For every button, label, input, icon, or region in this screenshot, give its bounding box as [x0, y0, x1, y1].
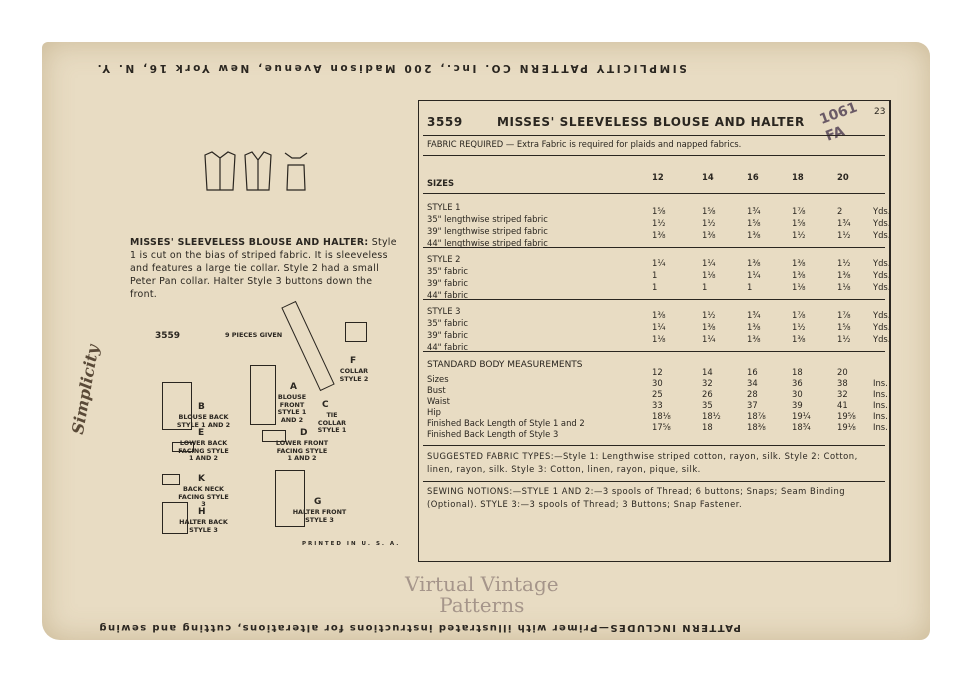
pattern-piece-shape — [162, 474, 180, 485]
size-header: 12 — [652, 172, 664, 182]
measurement-value: 18¾ — [792, 422, 811, 432]
divider — [423, 481, 885, 482]
unit: Yds. — [873, 322, 891, 332]
description-text: Style 1 is cut on the bias of striped fabric. It is sleeveless and features a large tie collar. Style 2 had a small Peter Pan collar. Halter Style 3 buttons down the front. — [130, 237, 397, 300]
description-heading: MISSES' SLEEVELESS BLOUSE AND HALTER: — [130, 237, 369, 248]
chart-number: 3559 — [427, 115, 463, 129]
yardage: 1⅜ — [792, 334, 806, 344]
piece-label: TIE COLLAR STYLE 1 — [317, 411, 347, 434]
yardage: 1½ — [702, 218, 716, 228]
measurement-value: 14 — [702, 367, 713, 377]
measurement-label: Waist — [427, 396, 450, 406]
yardage: 1⅜ — [747, 334, 761, 344]
yardage: 1 — [652, 270, 658, 280]
divider — [423, 247, 885, 248]
piece-label: COLLAR STYLE 2 — [339, 367, 369, 383]
yardage: 1⅜ — [747, 258, 761, 268]
yardage: 1½ — [792, 230, 806, 240]
unit: Yds. — [873, 270, 891, 280]
yardage: 1⅜ — [652, 230, 666, 240]
yardage: 1 — [702, 282, 708, 292]
yardage: 2 — [837, 206, 843, 216]
piece-letter: F — [350, 356, 357, 366]
yardage: 1⅛ — [792, 282, 806, 292]
fabric-required-note: FABRIC REQUIRED — Extra Fabric is required for plaids and napped fabrics. — [427, 139, 742, 149]
piece-letter: C — [322, 400, 329, 410]
measurement-value: 12 — [652, 367, 663, 377]
measurement-value: 20 — [837, 367, 848, 377]
sewing-notions: SEWING NOTIONS:—STYLE 1 AND 2:—3 spools of Thread; 6 buttons; Snaps; Seam Binding (Optional). STYLE 3:—3 spools of Thread; 3 Buttons; Snap Fastener. — [427, 486, 846, 509]
piece-letter: A — [290, 382, 297, 392]
fabric-label: 44" fabric — [427, 342, 468, 352]
measurement-value: 18 — [792, 367, 803, 377]
yardage: 1½ — [837, 258, 851, 268]
pattern-includes-note: PATTERN INCLUDES—Primer with illustrated instructions for alterations, cutting and sewing — [98, 622, 741, 633]
pattern-piece-shape — [162, 382, 192, 430]
yardage: 1¼ — [702, 334, 716, 344]
piece-letter: G — [314, 497, 322, 507]
measurement-value: 32 — [837, 389, 848, 399]
yardage: 1 — [747, 282, 753, 292]
yardage: 1⅜ — [702, 322, 716, 332]
measurement-value: 28 — [747, 389, 758, 399]
yardage: 1¾ — [747, 310, 761, 320]
yardage: 1⅞ — [792, 206, 806, 216]
measurement-value: 30 — [652, 378, 663, 388]
measurement-label: Sizes — [427, 374, 449, 384]
piece-letter: D — [300, 428, 308, 438]
measurement-value: 36 — [792, 378, 803, 388]
measurement-value: 18⅞ — [747, 411, 766, 421]
piece-label: LOWER BACK FACING STYLE 1 AND 2 — [178, 439, 229, 462]
unit: Yds. — [873, 230, 891, 240]
piece-letter: K — [198, 474, 205, 484]
watermark: Virtual Vintage Patterns — [405, 572, 559, 617]
piece-label: HALTER FRONT STYLE 3 — [292, 508, 347, 524]
fabric-label: 39" lengthwise striped fabric — [427, 226, 548, 236]
piece-label: LOWER FRONT FACING STYLE 1 AND 2 — [275, 439, 329, 462]
piece-label: HALTER BACK STYLE 3 — [179, 518, 228, 534]
measurements-title: STANDARD BODY MEASUREMENTS — [427, 360, 583, 370]
publisher-address: SIMPLICITY PATTERN CO. Inc., 200 Madison Avenue, New York 16, N. Y. — [95, 62, 687, 74]
measurement-value: 17⅝ — [652, 422, 671, 432]
measurement-value: 41 — [837, 400, 848, 410]
chart-title: MISSES' SLEEVELESS BLOUSE AND HALTER — [497, 115, 805, 129]
fabric-label: 35" lengthwise striped fabric — [427, 214, 548, 224]
measurement-value: 35 — [702, 400, 713, 410]
unit: Yds. — [873, 334, 891, 344]
yardage: 1¼ — [747, 270, 761, 280]
unit: Ins. — [873, 400, 888, 410]
yardage: 1⅞ — [792, 310, 806, 320]
stamp: 1061 FA — [817, 99, 860, 145]
unit: Yds. — [873, 206, 891, 216]
unit: Ins. — [873, 411, 888, 421]
yardage: 1¼ — [702, 258, 716, 268]
size-header: 18 — [792, 172, 804, 182]
piece-letter: B — [198, 402, 205, 412]
garment-sketches — [200, 150, 320, 204]
yardage: 1⅜ — [747, 230, 761, 240]
yardage: 1½ — [652, 218, 666, 228]
style-name: STYLE 1 — [427, 202, 461, 212]
yardage: 1⅛ — [837, 282, 851, 292]
measurement-value: 18⅜ — [747, 422, 766, 432]
divider — [423, 351, 885, 352]
measurement-label: Finished Back Length of Style 1 and 2 — [427, 418, 585, 428]
yardage: 1⅜ — [792, 258, 806, 268]
yardage: 1⅞ — [837, 310, 851, 320]
measurement-value: 39 — [792, 400, 803, 410]
measurement-value: 19⅝ — [837, 411, 856, 421]
measurement-label: Finished Back Length of Style 3 — [427, 429, 559, 439]
pattern-number: 3559 — [155, 331, 181, 341]
unit: Yds. — [873, 218, 891, 228]
fabric-label: 35" fabric — [427, 266, 468, 276]
piece-label: BACK NECK FACING STYLE 3 — [178, 485, 229, 508]
yardage: 1⅝ — [792, 218, 806, 228]
measurement-value: 18 — [702, 422, 713, 432]
divider — [423, 299, 885, 300]
yardage: 1⅜ — [837, 270, 851, 280]
yardage: 1⅝ — [702, 206, 716, 216]
measurement-value: 26 — [702, 389, 713, 399]
measurement-value: 33 — [652, 400, 663, 410]
measurement-value: 18⅛ — [652, 411, 671, 421]
unit: Yds. — [873, 282, 891, 292]
pattern-piece-shape — [275, 470, 305, 527]
measurement-value: 19⅛ — [837, 422, 856, 432]
yardage: 1⅜ — [792, 270, 806, 280]
measurement-value: 32 — [702, 378, 713, 388]
corner-mark: 23 — [874, 107, 886, 117]
pieces-count: 9 PIECES GIVEN — [225, 331, 283, 339]
yardage: 1½ — [837, 334, 851, 344]
sizes-row: SIZES 12 14 16 18 20 — [427, 172, 849, 188]
piece-letter: H — [198, 507, 206, 517]
measurement-value: 19¼ — [792, 411, 811, 421]
printed-in-usa: PRINTED IN U. S. A. — [302, 541, 401, 547]
yardage: 1⅛ — [652, 334, 666, 344]
piece-label: BLOUSE FRONT STYLE 1 AND 2 — [277, 393, 307, 424]
suggested-fabrics: SUGGESTED FABRIC TYPES:—Style 1: Lengthwise striped cotton, rayon, silk. Style 2: Cotton, linen, rayon, silk. Style 3: Cotton, linen, rayon, pique, silk. — [427, 451, 858, 474]
measurement-value: 16 — [747, 367, 758, 377]
yardage: 1 — [652, 282, 658, 292]
unit: Yds. — [873, 310, 891, 320]
yardage: 1⅝ — [747, 218, 761, 228]
yardage: 1½ — [702, 310, 716, 320]
measurement-value: 34 — [747, 378, 758, 388]
fabric-label: 44" fabric — [427, 290, 468, 300]
measurement-value: 30 — [792, 389, 803, 399]
yardage: 1¾ — [837, 218, 851, 228]
pattern-piece-shape — [172, 442, 194, 452]
unit: Ins. — [873, 422, 888, 432]
measurement-label: Bust — [427, 385, 446, 395]
fabric-label: 44" lengthwise striped fabric — [427, 238, 548, 248]
unit: Ins. — [873, 389, 888, 399]
fabric-label: 35" fabric — [427, 318, 468, 328]
size-header: 14 — [702, 172, 714, 182]
yardage: 1⅜ — [652, 310, 666, 320]
measurement-value: 25 — [652, 389, 663, 399]
measurement-value: 37 — [747, 400, 758, 410]
yardage: 1½ — [837, 230, 851, 240]
measurement-value: 38 — [837, 378, 848, 388]
yardage: 1¼ — [652, 258, 666, 268]
yardage: 1⅝ — [652, 206, 666, 216]
divider — [423, 445, 885, 446]
fabric-chart — [418, 100, 891, 562]
measurement-label: Hip — [427, 407, 441, 417]
measurement-value: 18½ — [702, 411, 721, 421]
yardage: 1¾ — [747, 206, 761, 216]
unit: Ins. — [873, 378, 888, 388]
style-name: STYLE 3 — [427, 306, 461, 316]
fabric-label: 39" fabric — [427, 330, 468, 340]
yardage: 1⅜ — [747, 322, 761, 332]
pattern-description — [130, 236, 398, 301]
side-logo: Simplicity — [68, 343, 103, 436]
pattern-piece-shape — [262, 430, 286, 442]
yardage: 1⅛ — [702, 270, 716, 280]
piece-letter: E — [198, 428, 205, 438]
piece-label: BLOUSE BACK STYLE 1 AND 2 — [176, 413, 231, 429]
yardage: 1¼ — [652, 322, 666, 332]
garment-illustration — [200, 150, 320, 200]
pattern-piece-shape — [345, 322, 367, 342]
yardage: 1½ — [792, 322, 806, 332]
yardage: 1⅝ — [837, 322, 851, 332]
size-header: 16 — [747, 172, 759, 182]
unit: Yds. — [873, 258, 891, 268]
size-header: 20 — [837, 172, 849, 182]
yardage: 1⅜ — [702, 230, 716, 240]
pattern-piece-shape — [250, 365, 276, 425]
fabric-label: 39" fabric — [427, 278, 468, 288]
style-name: STYLE 2 — [427, 254, 461, 264]
